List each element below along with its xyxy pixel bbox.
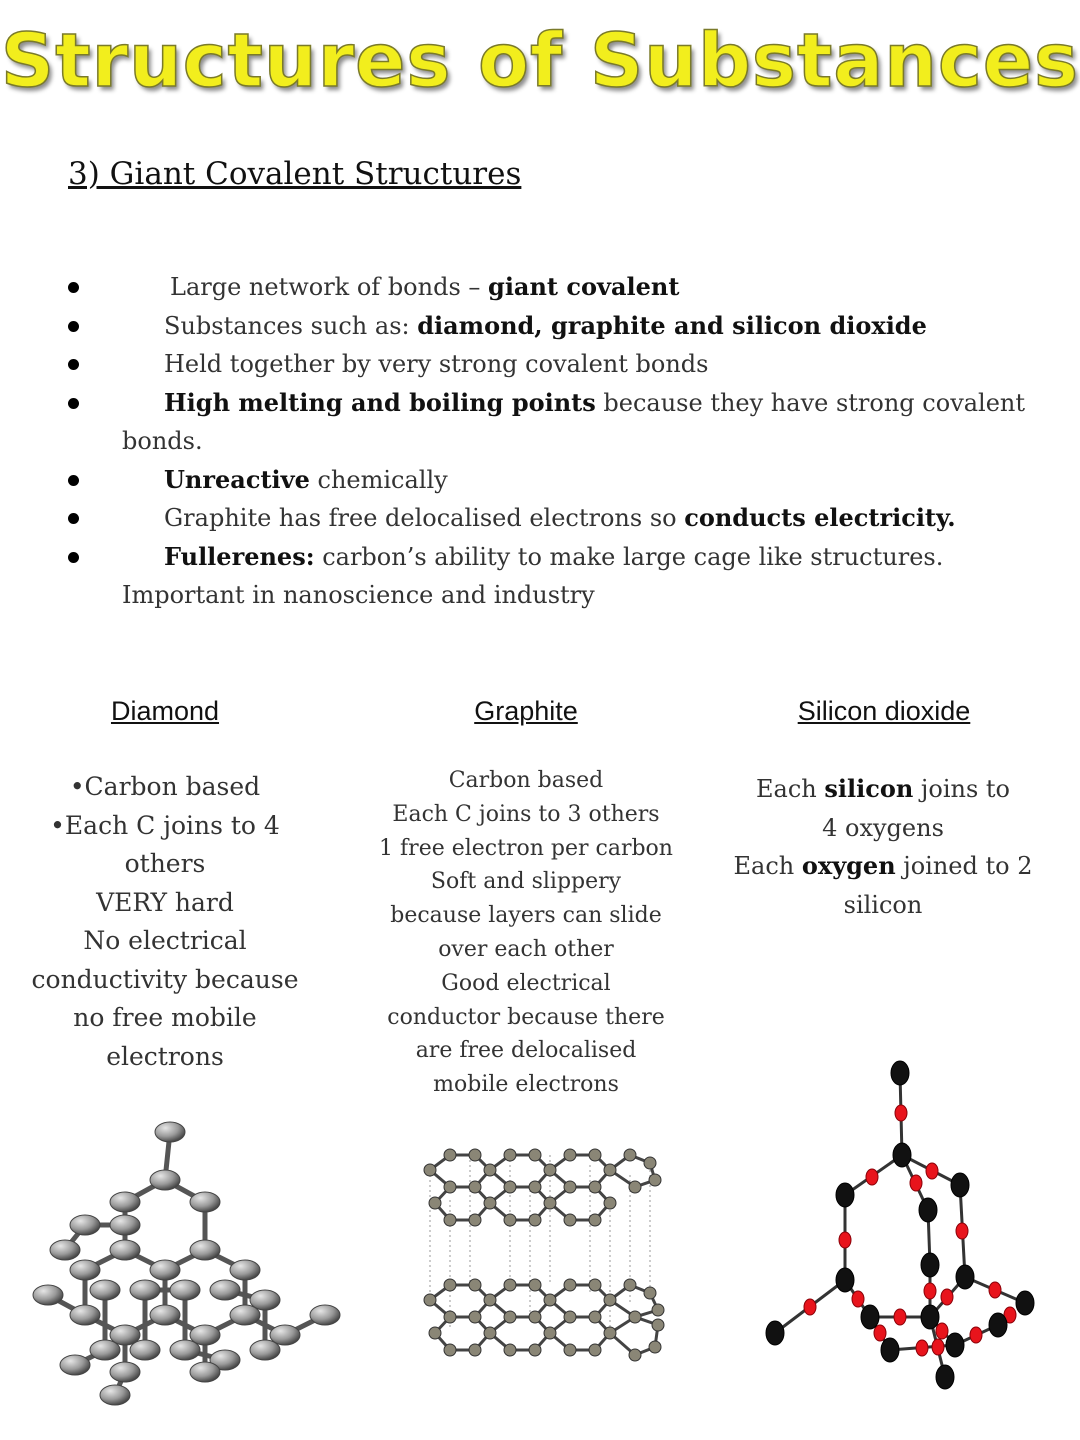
bullet-continuation [60, 576, 1070, 615]
bullet-keyword: conducts electricity. [684, 503, 956, 532]
graphite-facts [370, 764, 682, 1102]
fact-line: over each other [438, 936, 614, 962]
bullet-dot [68, 475, 79, 486]
bullet-text: chemically [309, 465, 448, 494]
fact-line: silicon [843, 890, 923, 919]
fact-line: Soft and slippery [430, 869, 622, 895]
silica-heading: Silicon dioxide [797, 696, 971, 726]
fact-line: conductor because there [387, 1004, 665, 1030]
bullet-text: Held together by very strong covalent bonds [164, 350, 709, 378]
bullet-text: carbon’s ability to make large cage like structures. [314, 542, 944, 571]
fact-line: Good electrical [441, 970, 611, 996]
fact-line: •Each C joins to 4 [50, 810, 280, 840]
fact-line: because layers can slide [390, 903, 662, 929]
graphite-layer-bottom [430, 1285, 658, 1355]
bullet-keyword: High melting and boiling points [164, 387, 596, 417]
page-title: Structures of Substances [0, 18, 1080, 104]
bullet-item [60, 499, 1070, 538]
bullet-continuation [60, 422, 1070, 461]
bullet-dot [68, 398, 79, 409]
bullet-text: Important in nanoscience and industry [122, 581, 595, 609]
fact-line: •Carbon based [69, 772, 261, 801]
bullet-text: because they have strong covalent [595, 388, 1026, 417]
graphite-heading: Graphite [474, 696, 578, 726]
bullet-keyword: giant covalent [488, 272, 680, 301]
bullet-dot [68, 359, 79, 370]
bullet-text: bonds. [122, 427, 203, 455]
diamond-facts [15, 768, 315, 1076]
bullet-item [60, 461, 1070, 500]
bullet-list [60, 268, 1070, 615]
fact-line: no free mobile [73, 1003, 257, 1032]
fact-line: electrons [106, 1041, 224, 1071]
graphite-structure-image [410, 1125, 670, 1385]
fact-line: Each silicon joins to [756, 774, 1010, 803]
fact-line: Each C joins to 3 others [392, 801, 660, 827]
bullet-item [60, 384, 1070, 423]
graphite-layer-top [430, 1155, 655, 1220]
bullet-keyword: Unreactive [164, 464, 310, 494]
fact-line: Each oxygen joined to 2 [733, 851, 1033, 880]
fact-line: are free delocalised [415, 1038, 637, 1064]
fact-line: No electrical [83, 926, 247, 955]
diamond-structure-image [30, 1110, 350, 1410]
fact-line: VERY hard [96, 887, 234, 917]
bullet-keyword: diamond, graphite and silicon dioxide [417, 310, 927, 340]
bullet-item [60, 307, 1070, 346]
fact-line: Carbon based [448, 768, 604, 793]
bullet-item [60, 538, 1070, 577]
section-subtitle: 3) Giant Covalent Structures [68, 156, 522, 192]
bullet-dot [68, 513, 79, 524]
fact-line: 4 oxygens [822, 813, 944, 842]
bullet-text: Graphite has free delocalised electrons so [164, 504, 685, 532]
bullet-text: Substances such as: [164, 311, 418, 340]
fact-line: conductivity because [31, 964, 299, 994]
fact-line: others [124, 849, 206, 878]
diamond-heading: Diamond [110, 696, 220, 726]
fact-line: mobile electrons [433, 1072, 619, 1098]
bullet-dot [68, 552, 79, 563]
bullet-item [60, 268, 1070, 307]
fact-line: 1 free electron per carbon [379, 835, 673, 861]
bullet-text: Large network of bonds – [170, 273, 489, 301]
silica-facts [710, 770, 1056, 924]
silica-structure-image [760, 1055, 1050, 1400]
bullet-dot [68, 282, 79, 293]
bullet-keyword: Fullerenes: [164, 541, 315, 571]
bullet-dot [68, 321, 79, 332]
bullet-item [60, 345, 1070, 384]
